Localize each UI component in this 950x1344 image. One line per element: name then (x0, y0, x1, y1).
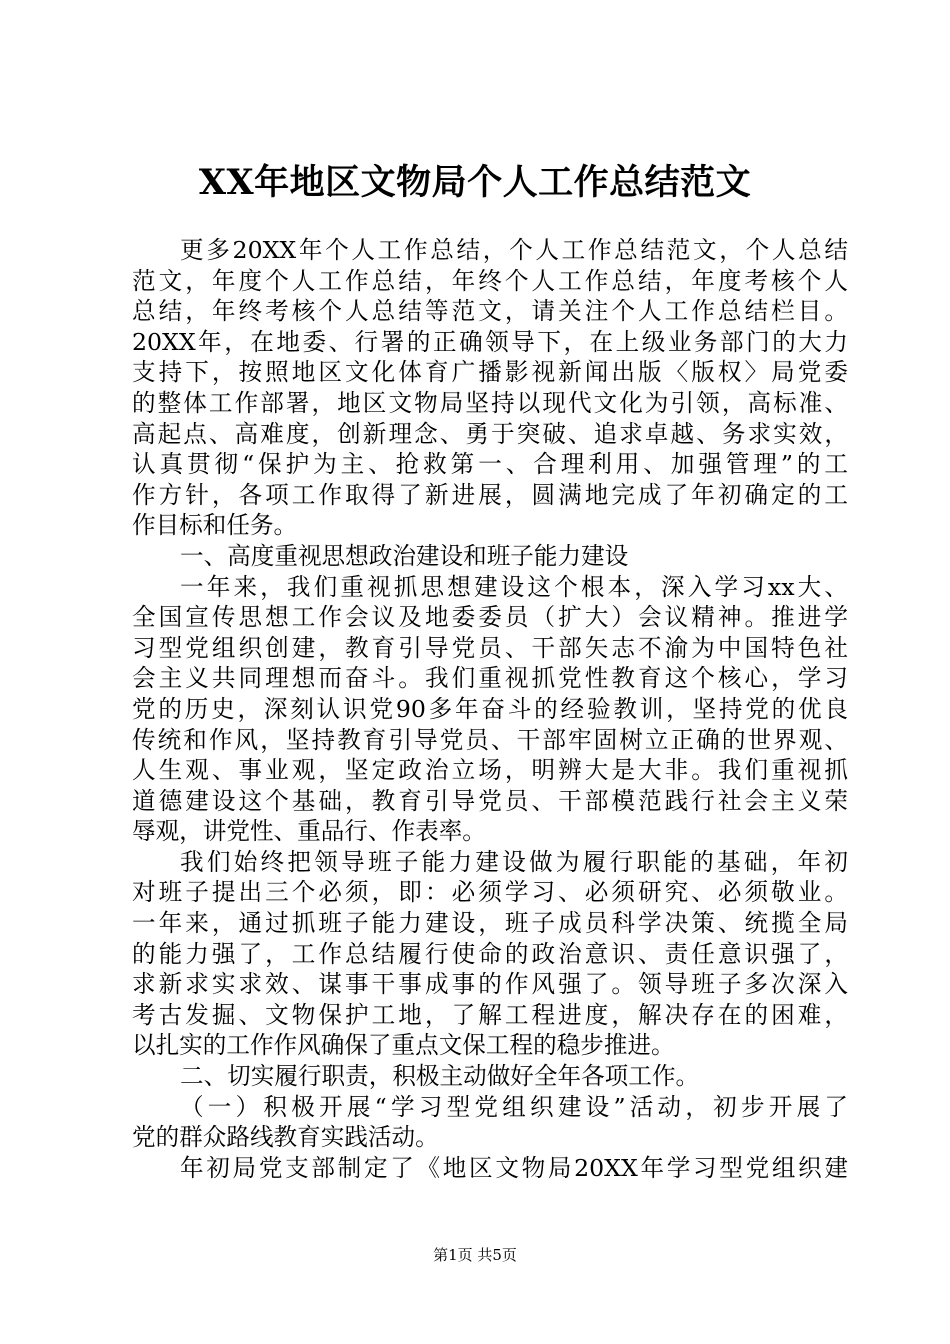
text-line: 考古发掘、文物保护工地，了解工程进度，解决存在的困难， (132, 1000, 848, 1029)
text-line: 二、切实履行职责，积极主动做好全年各项工作。 (180, 1062, 700, 1091)
text-line: 求新求实求效、谋事干事成事的作风强了。领导班子多次深入 (132, 970, 848, 999)
text-line: 党的群众路线教育实践活动。 (132, 1123, 439, 1152)
text-line: 党的历史，深刻认识党90多年奋斗的经验教训，坚持党的优良 (132, 694, 848, 723)
text-line: 20XX年，在地委、行署的正确领导下，在上级业务部门的大力 (132, 327, 848, 356)
text-line: 作方针，各项工作取得了新进展，圆满地完成了年初确定的工 (132, 480, 848, 509)
text-line: 以扎实的工作作风确保了重点文保工程的稳步推进。 (132, 1031, 675, 1060)
text-line: （一）积极开展“学习型党组织建设”活动，初步开展了 (180, 1092, 848, 1121)
text-line: 会主义共同理想而奋斗。我们重视抓党性教育这个核心，学习 (132, 664, 848, 693)
text-line: 高起点、高难度，创新理念、勇于突破、追求卓越、务求实效， (132, 419, 848, 448)
page-footer: 第1页 共5页 (433, 1246, 517, 1264)
text-line: 支持下，按照地区文化体育广播影视新闻出版〈版权〉局党委 (132, 358, 848, 387)
text-line: 对班子提出三个必须，即：必须学习、必须研究、必须敬业。 (132, 878, 848, 907)
text-line: 一年来，通过抓班子能力建设，班子成员科学决策、统揽全局 (132, 909, 848, 938)
text-line: 年初局党支部制定了《地区文物局20XX年学习型党组织建 (180, 1153, 848, 1182)
text-line: 总结，年终考核个人总结等范文，请关注个人工作总结栏目。 (132, 297, 848, 326)
text-line: 认真贯彻“保护为主、抢救第一、合理利用、加强管理”的工 (132, 450, 848, 479)
text-line: 辱观，讲党性、重品行、作表率。 (132, 817, 486, 846)
text-line: 传统和作风，坚持教育引导党员、干部牢固树立正确的世界观、 (132, 725, 848, 754)
text-line: 更多20XX年个人工作总结，个人工作总结范文，个人总结 (180, 236, 848, 264)
document-body (132, 235, 848, 1183)
text-line: 全国宣传思想工作会议及地委委员（扩大）会议精神。推进学 (132, 603, 848, 632)
text-line: 范文，年度个人工作总结，年终个人工作总结，年度考核个人 (132, 266, 848, 295)
document-title: XX年地区文物局个人工作总结范文 (198, 162, 752, 203)
text-line: 我们始终把领导班子能力建设做为履行职能的基础，年初 (180, 847, 848, 876)
text-line: 一年来，我们重视抓思想建设这个根本，深入学习xx大、 (180, 572, 848, 601)
text-line: 作目标和任务。 (132, 511, 298, 540)
text-line: 一、高度重视思想政治建设和班子能力建设 (180, 541, 629, 570)
text-line: 习型党组织创建，教育引导党员、干部矢志不渝为中国特色社 (132, 633, 848, 662)
text-line: 的能力强了，工作总结履行使命的政治意识、责任意识强了， (132, 939, 848, 968)
text-line: 道德建设这个基础，教育引导党员、干部模范践行社会主义荣 (132, 786, 848, 815)
text-line: 的整体工作部署，地区文物局坚持以现代文化为引领，高标准、 (132, 388, 848, 417)
text-line: 人生观、事业观，坚定政治立场，明辨大是大非。我们重视抓 (132, 756, 848, 785)
